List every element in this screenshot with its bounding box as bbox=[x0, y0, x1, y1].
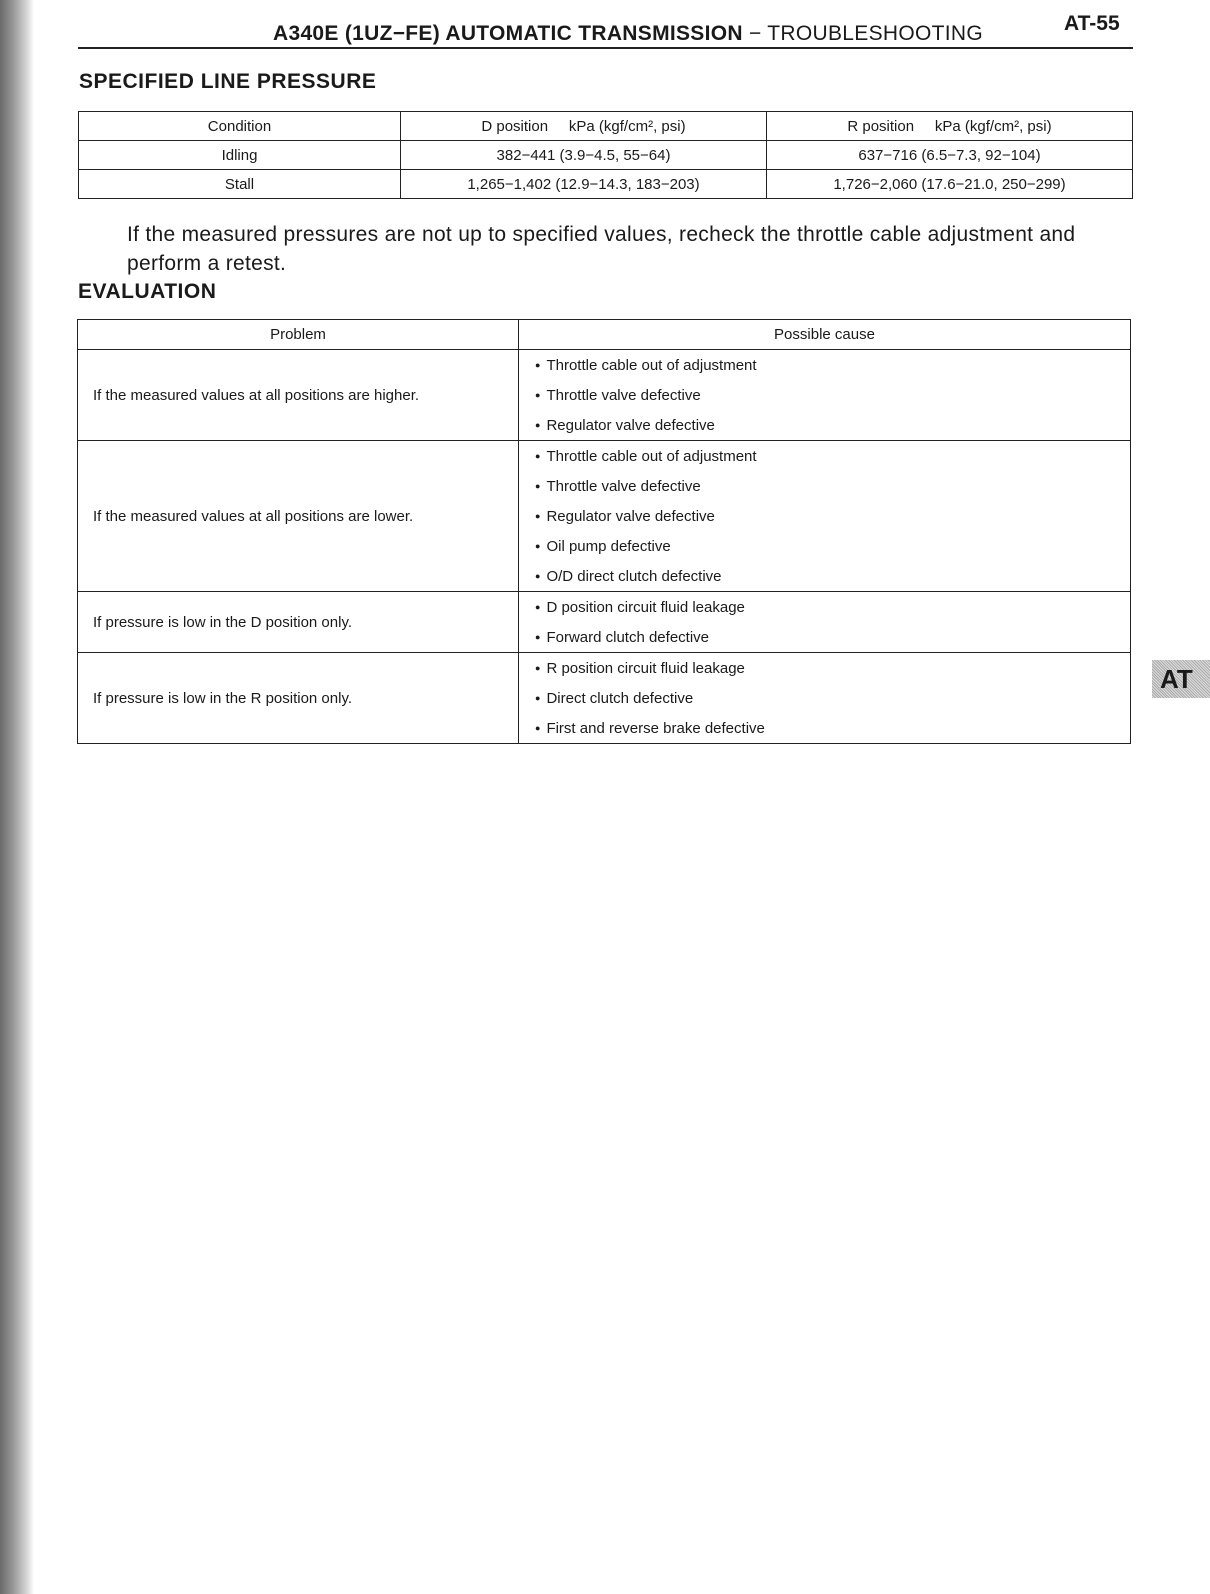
table-header-row bbox=[78, 320, 1131, 350]
causes-cell bbox=[519, 592, 1131, 653]
cause-item: ● Throttle cable out of adjustment bbox=[535, 441, 1130, 471]
cause-item: ● O/D direct clutch defective bbox=[535, 561, 1130, 591]
cause-item: ● Direct clutch defective bbox=[535, 683, 1130, 713]
cause-item: ● Throttle valve defective bbox=[535, 380, 1130, 410]
cause-item: ● Regulator valve defective bbox=[535, 410, 1130, 440]
column-header: Condition bbox=[79, 112, 401, 141]
table-cell: 1,265−1,402 (12.9−14.3, 183−203) bbox=[401, 170, 767, 199]
column-header: Possible cause bbox=[519, 320, 1131, 350]
cause-item: ● First and reverse brake defective bbox=[535, 713, 1130, 743]
cause-item: ● Regulator valve defective bbox=[535, 501, 1130, 531]
column-header: R position kPa (kgf/cm², psi) bbox=[767, 112, 1133, 141]
evaluation-table bbox=[77, 319, 1131, 744]
section-tab-at: AT bbox=[1152, 660, 1210, 698]
problem-cell: If the measured values at all positions are higher. bbox=[78, 350, 519, 441]
scan-edge-shadow bbox=[0, 0, 34, 1594]
section-title-evaluation: EVALUATION bbox=[78, 280, 217, 303]
table-row bbox=[79, 170, 1133, 199]
problem-cell: If pressure is low in the R position only. bbox=[78, 653, 519, 744]
section-title-line-pressure: SPECIFIED LINE PRESSURE bbox=[79, 70, 377, 93]
causes-cell bbox=[519, 350, 1131, 441]
problem-cell: If pressure is low in the D position only. bbox=[78, 592, 519, 653]
line-pressure-table bbox=[78, 111, 1133, 199]
cause-item: ● D position circuit fluid leakage bbox=[535, 592, 1130, 622]
causes-cell bbox=[519, 653, 1131, 744]
table-cell: 382−441 (3.9−4.5, 55−64) bbox=[401, 141, 767, 170]
header-subtitle: − TROUBLESHOOTING bbox=[742, 22, 983, 45]
cause-item: ● Oil pump defective bbox=[535, 531, 1130, 561]
causes-cell bbox=[519, 441, 1131, 592]
cause-item: ● Forward clutch defective bbox=[535, 622, 1130, 652]
column-header: Problem bbox=[78, 320, 519, 350]
table-row bbox=[78, 653, 1131, 744]
table-row bbox=[78, 350, 1131, 441]
table-row bbox=[78, 441, 1131, 592]
table-cell: 1,726−2,060 (17.6−21.0, 250−299) bbox=[767, 170, 1133, 199]
table-cell: 637−716 (6.5−7.3, 92−104) bbox=[767, 141, 1133, 170]
table-row bbox=[78, 592, 1131, 653]
table-header-row bbox=[79, 112, 1133, 141]
retest-note: If the measured pressures are not up to specified values, recheck the throttle cable adjustment and perform a retest. bbox=[127, 223, 1076, 275]
table-cell: Idling bbox=[79, 141, 401, 170]
table-cell: Stall bbox=[79, 170, 401, 199]
page-number: AT-55 bbox=[1064, 12, 1120, 35]
cause-item: ● Throttle valve defective bbox=[535, 471, 1130, 501]
column-header: D position kPa (kgf/cm², psi) bbox=[401, 112, 767, 141]
header-title: A340E (1UZ−FE) AUTOMATIC TRANSMISSION bbox=[273, 22, 743, 45]
cause-item: ● Throttle cable out of adjustment bbox=[535, 350, 1130, 380]
problem-cell: If the measured values at all positions are lower. bbox=[78, 441, 519, 592]
table-row bbox=[79, 141, 1133, 170]
cause-item: ● R position circuit fluid leakage bbox=[535, 653, 1130, 683]
header-rule bbox=[78, 47, 1133, 49]
page-header bbox=[78, 22, 983, 46]
